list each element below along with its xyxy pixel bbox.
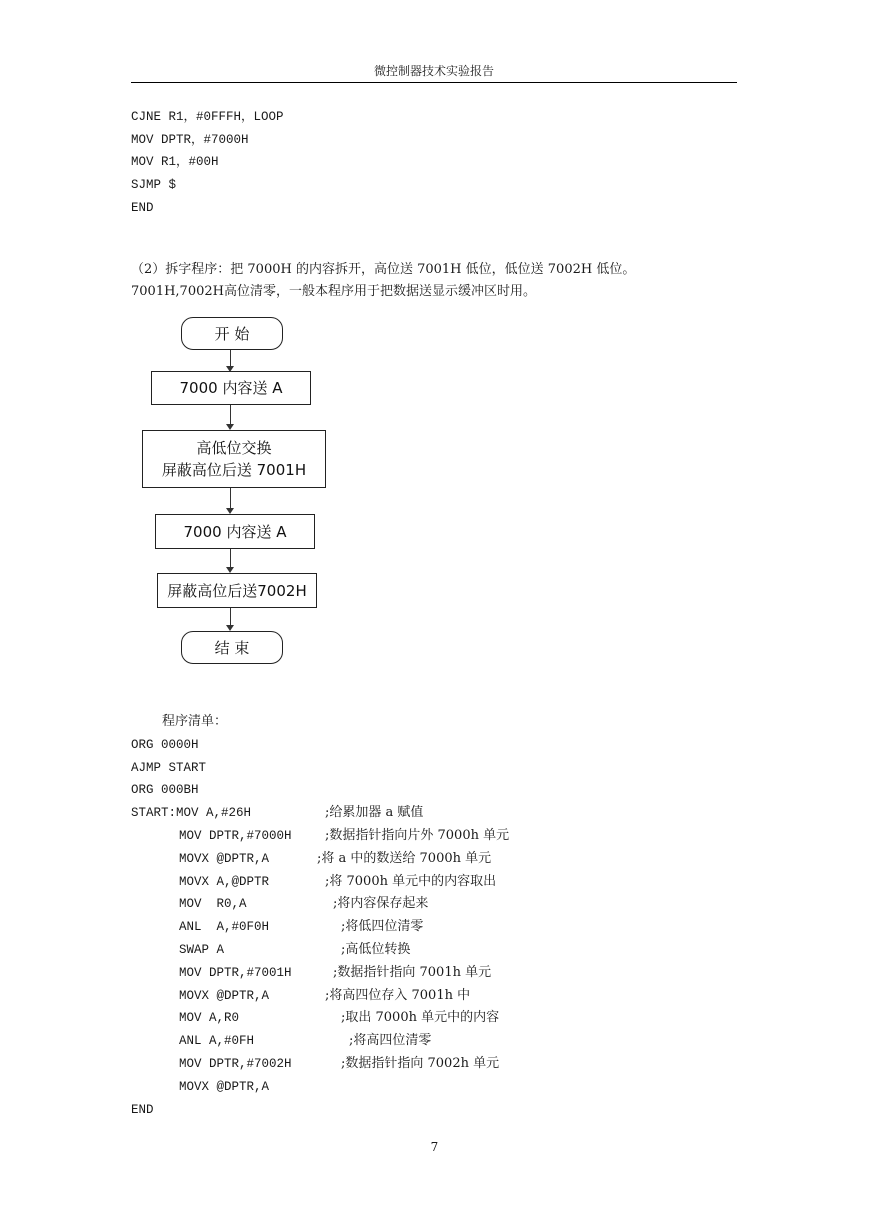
- flowchart-step-4-label: 屏蔽高位后送7002H: [167, 581, 307, 600]
- listing-comment: ;将高四位清零: [349, 1033, 432, 1048]
- listing-pre-line: ORG 000BH: [131, 783, 199, 797]
- listing-title: 程序清单：: [162, 714, 228, 729]
- listing-instruction: MOV A,R0: [179, 1011, 240, 1025]
- flowchart-arrow: [230, 608, 231, 625]
- listing-instruction: MOV DPTR,#7000H: [179, 829, 292, 843]
- listing-comment: ;将内容保存起来: [333, 896, 429, 911]
- listing-instruction: MOV R0,A: [179, 897, 247, 911]
- code-line: SJMP $: [131, 178, 177, 192]
- code-line: CJNE R1，#0FFFH，LOOP: [131, 110, 284, 124]
- listing-comment: ;将 7000h 单元中的内容取出: [325, 874, 497, 889]
- listing-instruction: SWAP A: [179, 943, 225, 957]
- flowchart-step-4: [157, 573, 317, 608]
- flowchart-arrow: [230, 350, 231, 366]
- listing-pre-line: ORG 0000H: [131, 738, 199, 752]
- page-header: 微控制器技术实验报告: [131, 62, 737, 83]
- code-line: MOV R1，#00H: [131, 155, 219, 169]
- listing-comment: ;将低四位清零: [341, 919, 424, 934]
- flowchart-step-2-label-line2: 屏蔽高位后送 7001H: [161, 461, 307, 479]
- listing-end: END: [131, 1103, 154, 1117]
- listing-instruction: MOVX A,@DPTR: [179, 875, 270, 889]
- listing-comment: ;数据指针指向 7002h 单元: [341, 1056, 500, 1071]
- section-2-paragraph-line2: 7001H,7002H高位清零，一般本程序用于把数据送显示缓冲区时用。: [131, 284, 536, 299]
- listing-comment: ;数据指针指向片外 7000h 单元: [325, 828, 510, 843]
- listing-comment: ;将高四位存入 7001h 中: [325, 988, 471, 1003]
- listing-comment: ;高低位转换: [341, 942, 411, 957]
- flowchart-step-3: [155, 514, 315, 549]
- listing-comment: ;数据指针指向 7001h 单元: [333, 965, 492, 980]
- flowchart-step-2-label-line1: 高低位交换: [196, 439, 272, 457]
- code-line: END: [131, 201, 154, 215]
- flowchart-end-node: [181, 631, 283, 664]
- listing-start-comment: ;给累加器 a 赋值: [325, 805, 424, 820]
- page-number: 7: [430, 1140, 439, 1154]
- flowchart-step-1-label: 7000 内容送 A: [179, 379, 283, 397]
- listing-instruction: MOVX @DPTR,A: [179, 1080, 270, 1094]
- flowchart-start-label: 开 始: [214, 324, 250, 343]
- flowchart-end-label: 结 束: [214, 638, 250, 657]
- listing-instruction: MOVX @DPTR,A: [179, 852, 270, 866]
- flowchart-arrow: [230, 405, 231, 424]
- listing-comment: ;取出 7000h 单元中的内容: [341, 1010, 500, 1025]
- flowchart-start-node: [181, 317, 283, 350]
- listing-instruction: MOV DPTR,#7002H: [179, 1057, 292, 1071]
- listing-start-instruction: START:MOV A,#26H: [131, 806, 252, 820]
- listing-comment: ;将 a 中的数送给 7000h 单元: [317, 851, 492, 866]
- listing-instruction: ANL A,#0F0H: [179, 920, 270, 934]
- listing-instruction: ANL A,#0FH: [179, 1034, 255, 1048]
- flowchart-arrow: [230, 549, 231, 567]
- listing-instruction: MOVX @DPTR,A: [179, 989, 270, 1003]
- section-2-paragraph-line1: （2）拆字程序：把 7000H 的内容拆开，高位送 7001H 低位，低位送 7002H 低位。: [131, 262, 636, 277]
- flowchart-step-3-label: 7000 内容送 A: [183, 522, 287, 541]
- listing-instruction: MOV DPTR,#7001H: [179, 966, 292, 980]
- code-line: MOV DPTR，#7000H: [131, 133, 249, 147]
- listing-pre-line: AJMP START: [131, 761, 207, 775]
- flowchart-step-1: [151, 371, 311, 405]
- flowchart-step-2: [142, 430, 326, 488]
- flowchart-arrow: [230, 488, 231, 508]
